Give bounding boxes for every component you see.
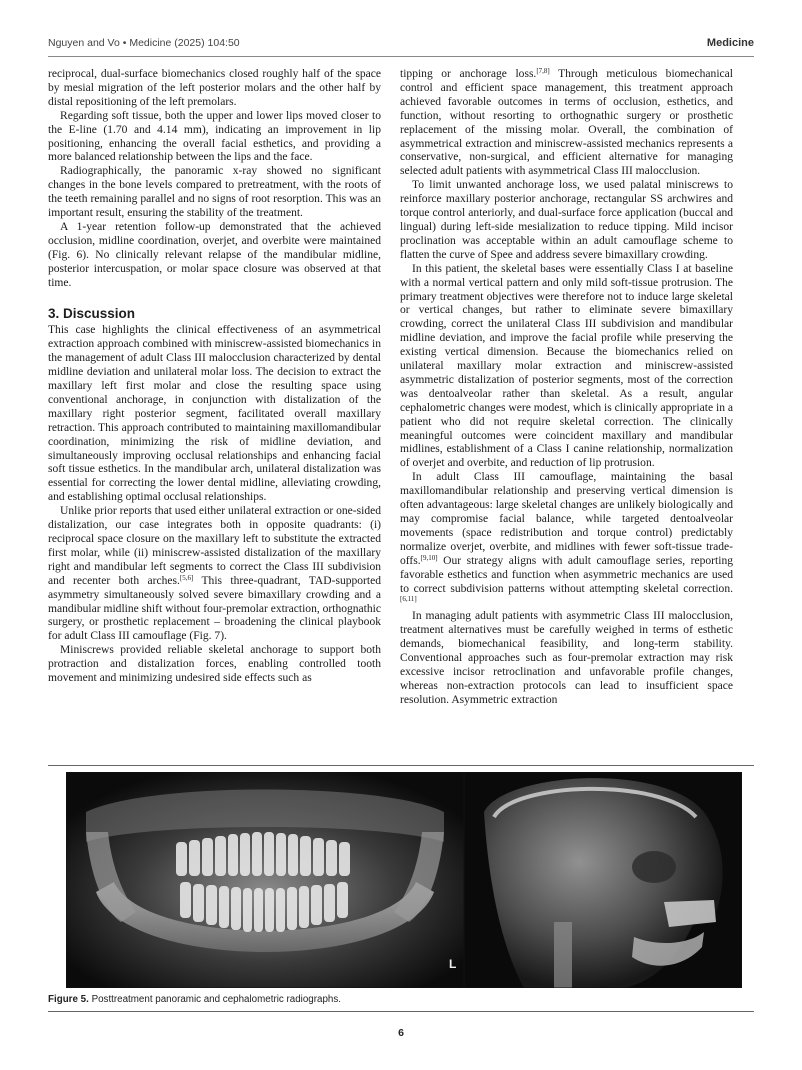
figure-rule-top: [48, 765, 754, 766]
figure-caption-text: Posttreatment panoramic and cephalometric radiographs.: [88, 994, 341, 1005]
paragraph: A 1-year retention follow-up demonstrated that the achieved occlusion, midline coordination, overjet, and overbite were maintained (Fig. 6). No clinically relevant relapse of the mandibular midline, posterior intercuspation, or molar space closure was observed at that time.: [48, 220, 381, 289]
paragraph: Regarding soft tissue, both the upper and lower lips moved closer to the E-line (1.70 and 4.14 mm), indicating an improvement in lip positioning, enhancing the overall facial esthetics, and providing a more balanced relationship between the lips and the face.: [48, 109, 381, 164]
text-run: Our strategy aligns with adult camouflage series, reporting favorable esthetics and function when asymmetric mechanics are used to correct subdivision patterns without attempting skeletal correction.: [400, 554, 733, 595]
panoramic-side-marker: L: [449, 957, 457, 971]
running-header-journal: Medicine: [706, 37, 754, 49]
page-number: 6: [398, 1027, 404, 1039]
citation-ref[interactable]: [6,11]: [400, 595, 417, 604]
paragraph: Radiographically, the panoramic x-ray showed no significant changes in the bone levels compared to pretreatment, with the roots of the teeth remaining parallel and no signs of root resorption. This was an important result, ensuring the stability of the treatment.: [48, 165, 381, 220]
paragraph: [400, 471, 733, 610]
paragraph: In this patient, the skeletal bases were essentially Class I at baseline with a normal vertical pattern and only mild soft-tissue protrusion. The primary treatment objectives were therefore not to induce large skeletal or vertical changes, but rather to eliminate severe bimaxillary crowding, correct the unilateral Class III subdivision and mandibular midline deviation, and improve the facial profile while preserving the existing vertical dimension. Because the biomechanics relied on unilateral maxillary molar extraction and miniscrew-assisted asymmetric distalization of posterior segments, most of the correction was dentoalveolar rather than skeletal. As a result, angular cephalometric changes were modest, which is clinically appropriate in a patient who did not require skeletal correction. The clinically meaningful outcomes were coincident maxillary and mandibular midlines, establishment of a Class I canine relationship, normalization of overjet and overbite, and reduction of lip protrusion.: [400, 262, 733, 470]
section-heading-discussion: 3. Discussion: [48, 305, 136, 321]
text-run: Through meticulous biomechanical control and efficient space management, this treatment approach achieved favorable outcomes in terms of occlusion, esthetics, and function, without resorting to orthognathic surgery or prosthetic replacement of the missing molar. Overall, the combination of asymmetrical extraction and miniscrew-assisted mechanics represents a conservative, non-surgical, and efficient alternative for managing selected adult patients with asymmetrical Class III malocclusion.: [400, 68, 733, 178]
figure-label: Figure 5.: [48, 994, 89, 1005]
cephalometric-radiograph: [464, 772, 742, 988]
running-header-citation: Nguyen and Vo • Medicine (2025) 104:50: [48, 37, 240, 49]
citation-ref[interactable]: [7,8]: [536, 67, 550, 75]
text-run: tipping or anchorage loss.: [400, 68, 537, 80]
paragraph: This case highlights the clinical effectiveness of an asymmetrical extraction approach combined with miniscrew-assisted biomechanics in the management of adult Class III malocclusion characterized by dental midline deviation and unilateral molar loss. The decision to extract the maxillary left first molar and close the resulting space using conventional anchorage, in conjunction with distalization of the maxillary right posterior segment, facilitated overall maxillary retraction. This approach contributed to maintaining maxillomandibular coordination, minimizing the risk of midline deviation, and simultaneously improving occlusal relationships and enhancing facial soft tissue esthetics. In the mandibular arch, unilateral distalization was essential for correcting the lower dental midline, alleviating crowding, and establishing optimal occlusal relationships.: [48, 324, 381, 504]
paragraph: [400, 68, 733, 179]
paragraph: [48, 505, 381, 644]
paragraph: reciprocal, dual-surface biomechanics closed roughly half of the space by mesial migration of the left posterior molars and the other half by distal repositioning of the left premolars.: [48, 68, 381, 108]
text-run: This three-quadrant, TAD-supported asymmetry simultaneously solved severe bimaxillary crowding and a mandibular midline shift without four-premolar extraction, orthognathic surgery, or prosthetic replacement – broadening the clinical playbook for adult Class III camouflage (Fig. 7).: [48, 574, 381, 643]
citation-ref[interactable]: [9,10]: [420, 553, 438, 562]
figure-rule-bottom: [48, 1011, 754, 1012]
right-column: [400, 68, 733, 708]
left-column: [48, 68, 381, 686]
figure-caption: [48, 994, 341, 1005]
panoramic-radiograph: [66, 772, 464, 988]
figure-5: [66, 772, 742, 988]
text-run: Unlike prior reports that used either unilateral extraction or one-sided distalization, our case integrates both in opposite quadrants: (i) reciprocal space closure on the maxillary left to substitute the extracted first molar, while (ii) miniscrew-assisted distalization of the maxillary right and mandibular left segments to correct the Class III subdivision and recenter both arches.: [48, 505, 381, 587]
paragraph: Miniscrews provided reliable skeletal anchorage to support both protraction and distalization forces, enabling controlled tooth movement and minimizing undesired side effects such as: [48, 644, 381, 685]
header-rule: [48, 56, 754, 57]
text-run: In adult Class III camouflage, maintaining the basal maxillomandibular relationship and preserving vertical dimension is often advantageous: large skeletal changes are unlikely biologically and may compromise facial balance, while targeted dentoalveolar movements (space redistribution and torque control) predictably normalize overjet, overbite, and midlines with fewer soft-tissue trade-offs.: [400, 471, 733, 567]
citation-ref[interactable]: [5,6]: [179, 573, 194, 582]
paragraph: To limit unwanted anchorage loss, we used palatal miniscrews to reinforce maxillary posterior anchorage, rectangular SS archwires and torque control anteriorly, and dual-surface force application (buccal and lingual) during left-side mesialization to reduce tipping. Mild incisor proclination was acceptable within an adult camouflage scheme to flatten the curve of Spee and address severe bimaxillary crowding.: [400, 179, 733, 261]
paragraph: In managing adult patients with asymmetric Class III malocclusion, treatment alternatives must be carefully weighed in terms of esthetic demands, biomechanical feasibility, and long-term stability. Conventional approaches such as four-premolar extraction may risk excessive incisor retroclination and unfavorable profile changes, whereas non-extraction protocols can lead to insufficient space resolution. Asymmetric extraction: [400, 610, 733, 706]
